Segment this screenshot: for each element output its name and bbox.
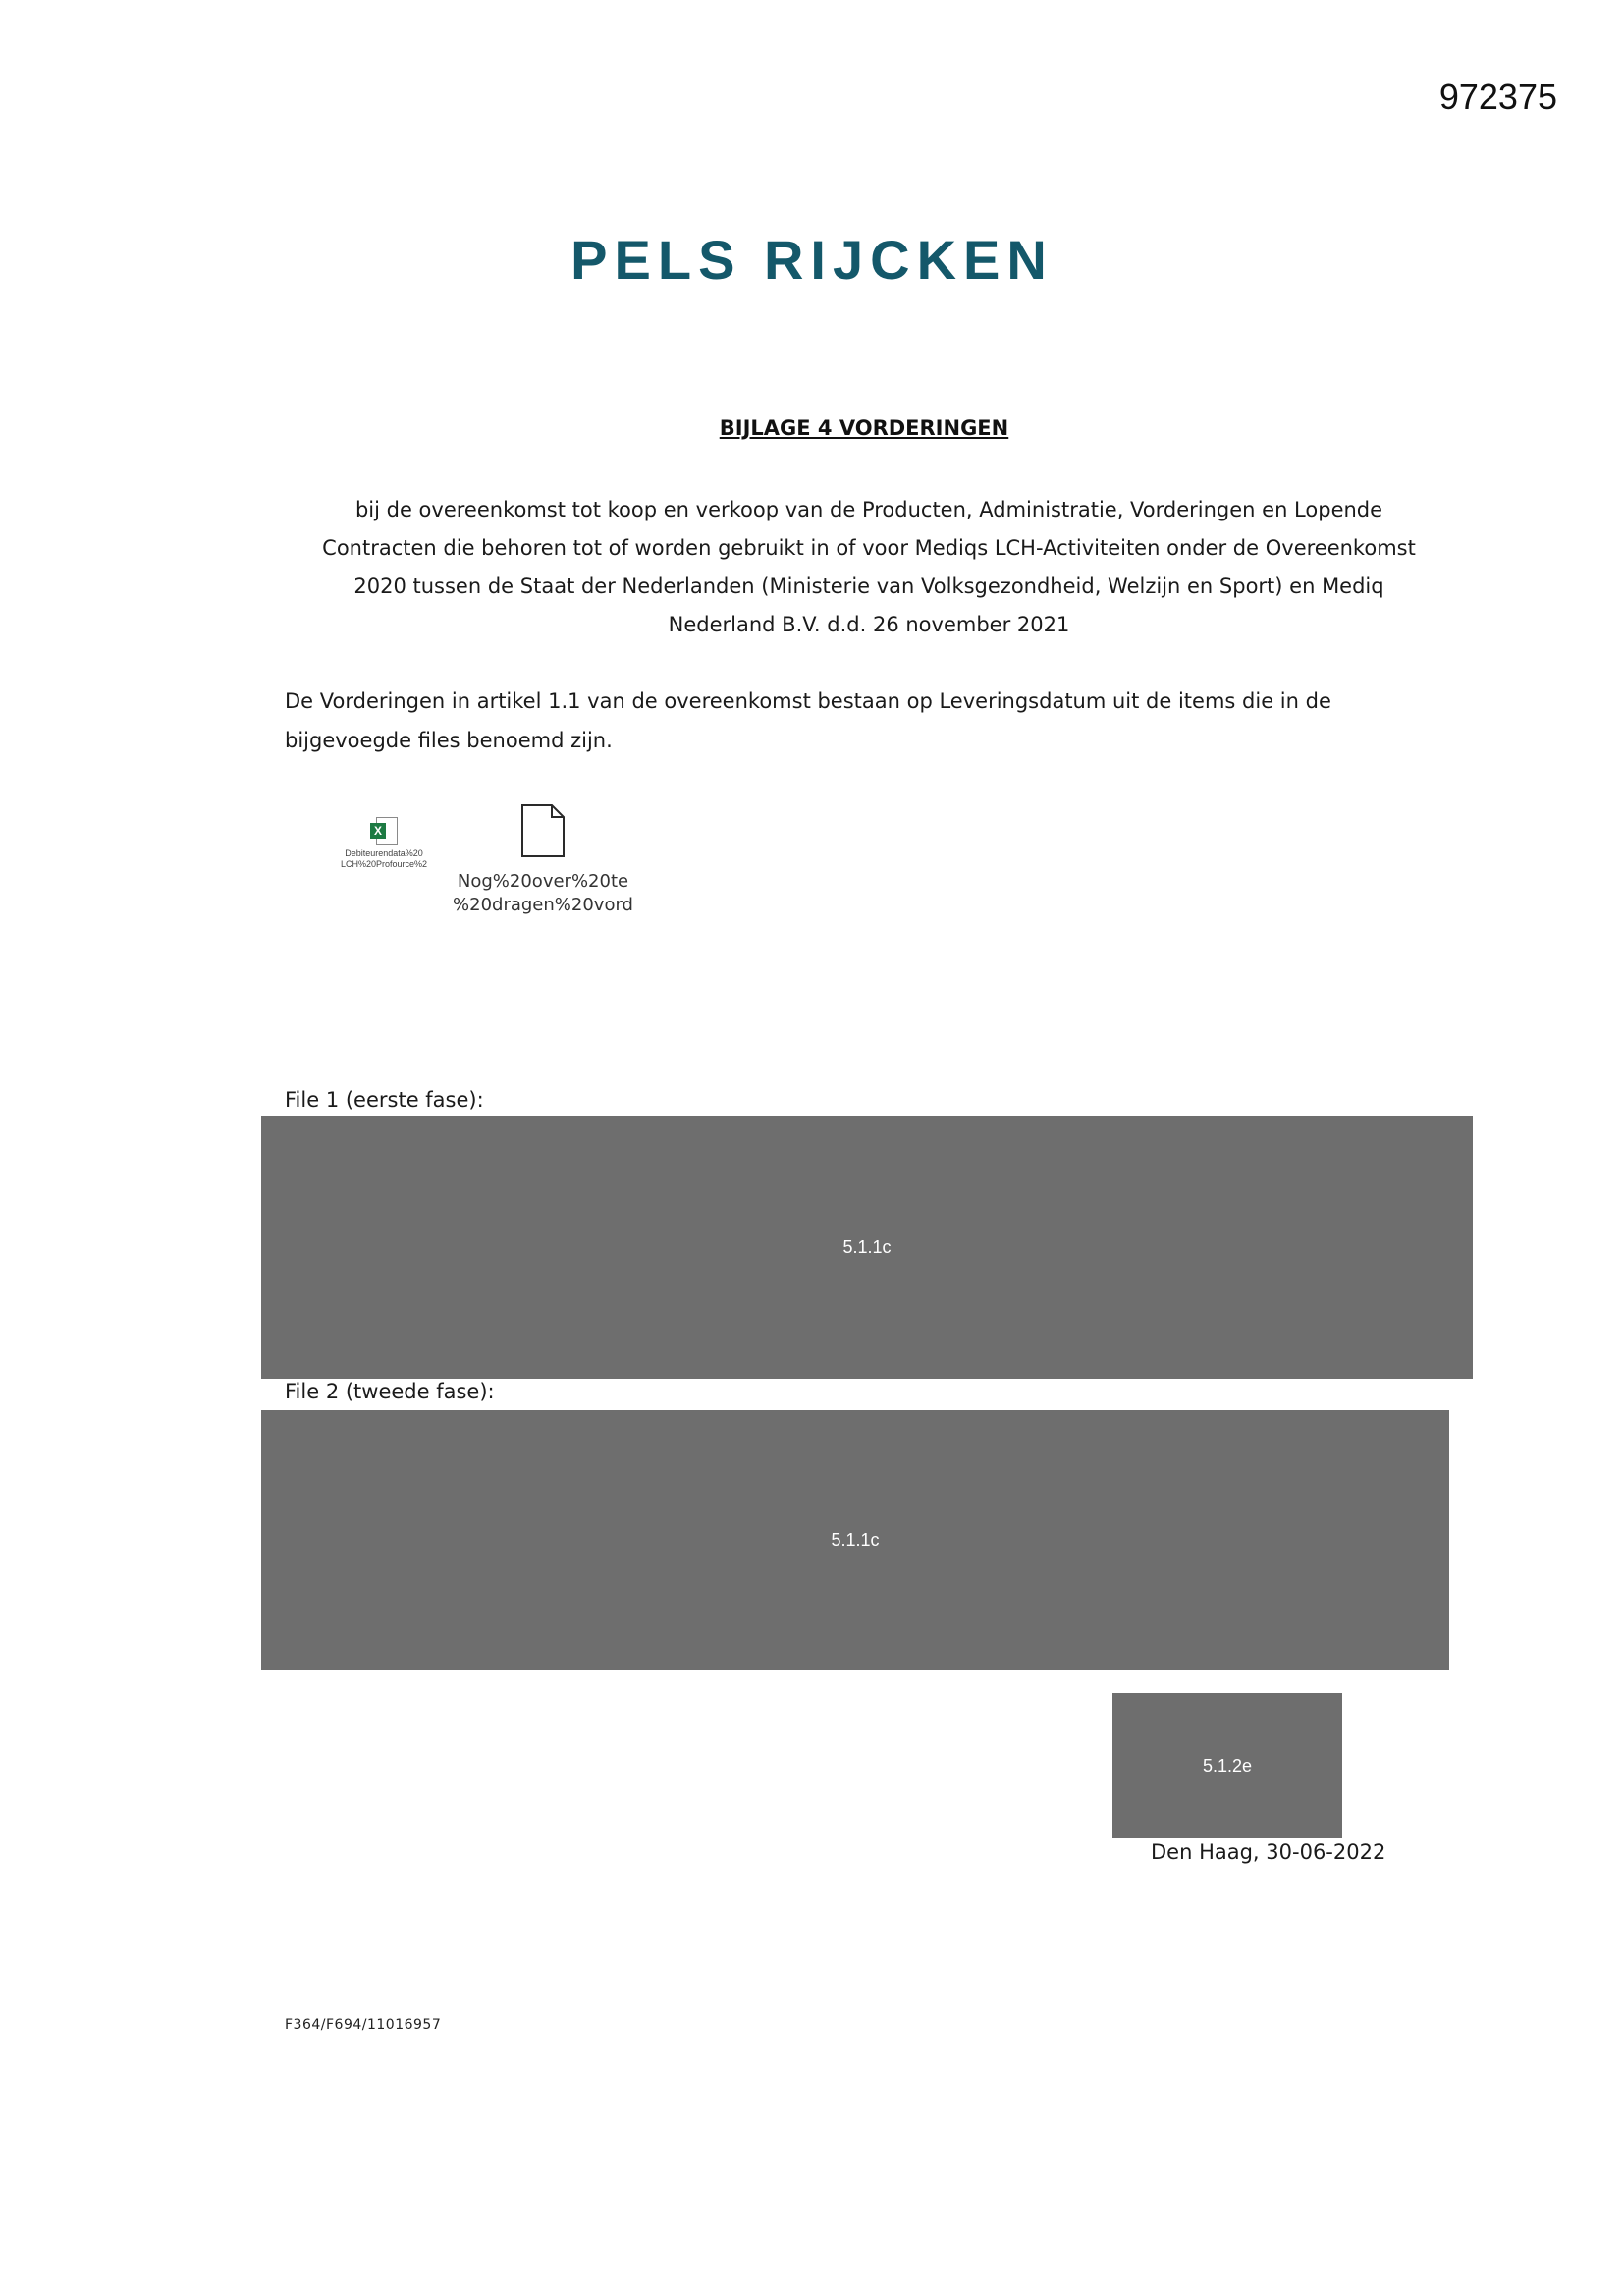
redaction-file2: 5.1.1c [261,1410,1449,1670]
file2-label: File 2 (tweede fase): [285,1380,495,1403]
body-line: De Vorderingen in artikel 1.1 van de overeenkomst bestaan op Leveringsdatum uit de items die in de [285,689,1331,713]
attachment-label-line: LCH%20Profource%2 [340,859,428,869]
excel-file-icon [370,817,398,845]
attachment-label-line: Nog%20over%20te [457,871,629,892]
attachment-generic[interactable] [450,803,636,917]
intro-line: Nederland B.V. d.d. 26 november 2021 [668,613,1070,636]
intro-paragraph [285,491,1453,644]
attachment-label [330,848,438,870]
intro-line: Contracten die behoren tot of worden gebruikt in of voor Mediqs LCH-Activiteiten onder de Overeenkomst [322,536,1416,560]
document-title: BIJLAGE 4 VORDERINGEN [719,416,1009,440]
excel-badge: X [370,823,386,839]
body-paragraph [285,682,1443,760]
footer-reference: F364/F694/11016957 [285,2017,442,2033]
pels-rijcken-logo: PELS RIJCKEN [570,229,1054,291]
attachment-label [450,870,636,917]
intro-line: bij de overeenkomst tot koop en verkoop van de Producten, Administratie, Vorderingen en Lopende [354,498,1383,521]
redaction-file1: 5.1.1c [261,1116,1473,1379]
document-number: 972375 [1438,77,1557,117]
place-date: Den Haag, 30-06-2022 [1151,1840,1386,1864]
attachment-excel[interactable] [330,817,438,870]
generic-file-icon [520,803,566,858]
redaction-signature: 5.1.2e [1112,1693,1342,1838]
file1-label: File 1 (eerste fase): [285,1088,484,1112]
body-line: bijgevoegde files benoemd zijn. [285,729,613,752]
intro-line: 2020 tussen de Staat der Nederlanden (Ministerie van Volksgezondheid, Welzijn en Sport) en Mediq [353,574,1384,598]
attachment-label-line: Debiteurendata%20 [345,848,423,858]
attachment-label-line: %20dragen%20vord [453,895,633,915]
